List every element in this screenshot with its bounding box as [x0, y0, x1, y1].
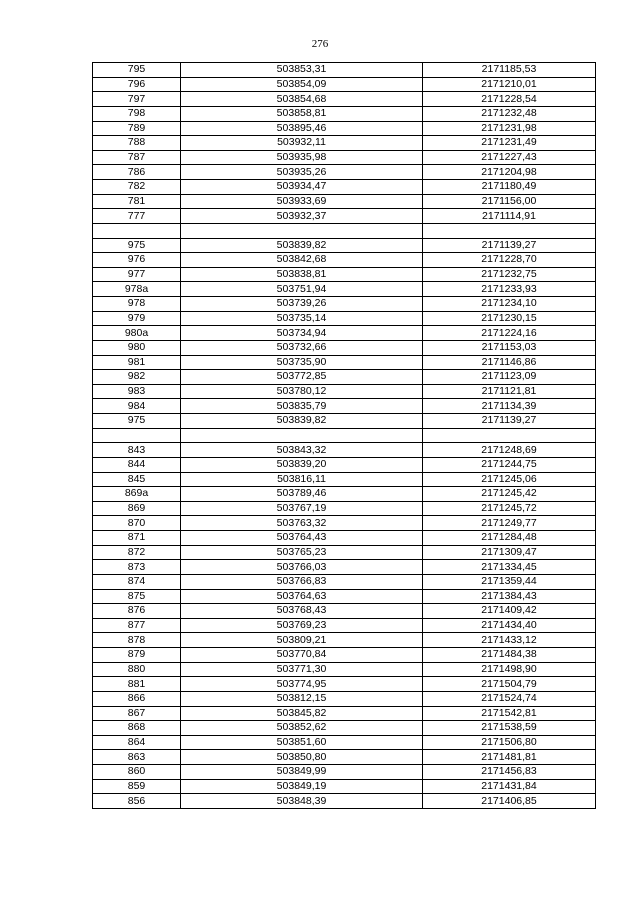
table-row	[93, 677, 596, 692]
y-coordinate-cell: 2171231,49	[423, 136, 596, 151]
x-coordinate-cell: 503854,68	[181, 92, 423, 107]
x-coordinate-cell: 503768,43	[181, 604, 423, 619]
x-coordinate-cell: 503816,11	[181, 472, 423, 487]
y-coordinate-cell: 2171498,90	[423, 662, 596, 677]
x-coordinate-cell: 503934,47	[181, 180, 423, 195]
y-coordinate-cell: 2171434,40	[423, 618, 596, 633]
point-number-cell	[93, 428, 181, 443]
x-coordinate-cell: 503767,19	[181, 501, 423, 516]
table-row	[93, 794, 596, 809]
y-coordinate-cell: 2171224,16	[423, 326, 596, 341]
y-coordinate-cell: 2171409,42	[423, 604, 596, 619]
y-coordinate-cell: 2171245,06	[423, 472, 596, 487]
x-coordinate-cell: 503764,43	[181, 531, 423, 546]
y-coordinate-cell: 2171481,81	[423, 750, 596, 765]
y-coordinate-cell: 2171406,85	[423, 794, 596, 809]
y-coordinate-cell: 2171384,43	[423, 589, 596, 604]
x-coordinate-cell: 503848,39	[181, 794, 423, 809]
x-coordinate-cell: 503772,85	[181, 370, 423, 385]
x-coordinate-cell: 503766,03	[181, 560, 423, 575]
table-row	[93, 779, 596, 794]
x-coordinate-cell: 503763,32	[181, 516, 423, 531]
point-number-cell: 978a	[93, 282, 181, 297]
x-coordinate-cell: 503835,79	[181, 399, 423, 414]
x-coordinate-cell: 503765,23	[181, 545, 423, 560]
table-row	[93, 428, 596, 443]
point-number-cell: 788	[93, 136, 181, 151]
point-number-cell: 867	[93, 706, 181, 721]
x-coordinate-cell: 503850,80	[181, 750, 423, 765]
y-coordinate-cell: 2171228,54	[423, 92, 596, 107]
table-row	[93, 150, 596, 165]
table-row	[93, 297, 596, 312]
y-coordinate-cell	[423, 223, 596, 238]
table-row	[93, 384, 596, 399]
y-coordinate-cell: 2171249,77	[423, 516, 596, 531]
point-number-cell: 786	[93, 165, 181, 180]
point-number-cell: 874	[93, 574, 181, 589]
y-coordinate-cell: 2171433,12	[423, 633, 596, 648]
x-coordinate-cell: 503734,94	[181, 326, 423, 341]
point-number-cell: 984	[93, 399, 181, 414]
x-coordinate-cell: 503764,63	[181, 589, 423, 604]
table-row	[93, 735, 596, 750]
point-number-cell: 789	[93, 121, 181, 136]
point-number-cell: 977	[93, 267, 181, 282]
x-coordinate-cell: 503789,46	[181, 487, 423, 502]
table-row	[93, 355, 596, 370]
point-number-cell: 781	[93, 194, 181, 209]
table-row	[93, 180, 596, 195]
x-coordinate-cell: 503839,82	[181, 414, 423, 429]
x-coordinate-cell: 503769,23	[181, 618, 423, 633]
point-number-cell: 878	[93, 633, 181, 648]
x-coordinate-cell: 503842,68	[181, 253, 423, 268]
table-row	[93, 765, 596, 780]
x-coordinate-cell: 503739,26	[181, 297, 423, 312]
x-coordinate-cell: 503895,46	[181, 121, 423, 136]
point-number-cell: 866	[93, 691, 181, 706]
point-number-cell: 870	[93, 516, 181, 531]
point-number-cell: 777	[93, 209, 181, 224]
x-coordinate-cell: 503780,12	[181, 384, 423, 399]
point-number-cell: 873	[93, 560, 181, 575]
y-coordinate-cell: 2171233,93	[423, 282, 596, 297]
point-number-cell: 875	[93, 589, 181, 604]
point-number-cell: 879	[93, 648, 181, 663]
x-coordinate-cell: 503858,81	[181, 106, 423, 121]
point-number-cell: 981	[93, 355, 181, 370]
x-coordinate-cell: 503851,60	[181, 735, 423, 750]
y-coordinate-cell: 2171248,69	[423, 443, 596, 458]
point-number-cell: 980	[93, 340, 181, 355]
x-coordinate-cell: 503732,66	[181, 340, 423, 355]
table-row	[93, 223, 596, 238]
point-number-cell: 795	[93, 63, 181, 78]
table-row	[93, 399, 596, 414]
x-coordinate-cell: 503935,26	[181, 165, 423, 180]
point-number-cell: 864	[93, 735, 181, 750]
point-number-cell: 983	[93, 384, 181, 399]
point-number-cell: 869a	[93, 487, 181, 502]
table-row	[93, 545, 596, 560]
x-coordinate-cell: 503843,32	[181, 443, 423, 458]
y-coordinate-cell: 2171123,09	[423, 370, 596, 385]
table-row	[93, 574, 596, 589]
y-coordinate-cell: 2171431,84	[423, 779, 596, 794]
y-coordinate-cell: 2171334,45	[423, 560, 596, 575]
table-row	[93, 472, 596, 487]
table-row	[93, 194, 596, 209]
y-coordinate-cell: 2171234,10	[423, 297, 596, 312]
point-number-cell: 978	[93, 297, 181, 312]
table-row	[93, 721, 596, 736]
page-number: 276	[311, 38, 329, 50]
point-number-cell	[93, 223, 181, 238]
y-coordinate-cell: 2171231,98	[423, 121, 596, 136]
x-coordinate-cell: 503809,21	[181, 633, 423, 648]
point-number-cell: 856	[93, 794, 181, 809]
table-row	[93, 370, 596, 385]
x-coordinate-cell: 503812,15	[181, 691, 423, 706]
point-number-cell: 844	[93, 457, 181, 472]
table-row	[93, 691, 596, 706]
table-row	[93, 531, 596, 546]
y-coordinate-cell: 2171204,98	[423, 165, 596, 180]
table-row	[93, 618, 596, 633]
table-row	[93, 92, 596, 107]
point-number-cell: 880	[93, 662, 181, 677]
table-row	[93, 165, 596, 180]
x-coordinate-cell: 503735,14	[181, 311, 423, 326]
x-coordinate-cell: 503935,98	[181, 150, 423, 165]
table-row	[93, 414, 596, 429]
x-coordinate-cell: 503932,11	[181, 136, 423, 151]
point-number-cell: 982	[93, 370, 181, 385]
x-coordinate-cell: 503849,19	[181, 779, 423, 794]
y-coordinate-cell: 2171245,72	[423, 501, 596, 516]
x-coordinate-cell: 503852,62	[181, 721, 423, 736]
y-coordinate-cell: 2171230,15	[423, 311, 596, 326]
table-row	[93, 209, 596, 224]
x-coordinate-cell: 503771,30	[181, 662, 423, 677]
table-row	[93, 63, 596, 78]
table-row	[93, 340, 596, 355]
table-row	[93, 560, 596, 575]
x-coordinate-cell: 503853,31	[181, 63, 423, 78]
table-row	[93, 326, 596, 341]
table-row	[93, 487, 596, 502]
table-row	[93, 662, 596, 677]
x-coordinate-cell: 503766,83	[181, 574, 423, 589]
y-coordinate-cell: 2171180,49	[423, 180, 596, 195]
y-coordinate-cell: 2171456,83	[423, 765, 596, 780]
table-row	[93, 706, 596, 721]
y-coordinate-cell: 2171232,48	[423, 106, 596, 121]
table-row	[93, 589, 596, 604]
y-coordinate-cell: 2171284,48	[423, 531, 596, 546]
point-number-cell: 976	[93, 253, 181, 268]
point-number-cell: 980a	[93, 326, 181, 341]
y-coordinate-cell: 2171134,39	[423, 399, 596, 414]
coordinates-table-body	[93, 63, 596, 809]
y-coordinate-cell: 2171153,03	[423, 340, 596, 355]
point-number-cell: 979	[93, 311, 181, 326]
point-number-cell: 845	[93, 472, 181, 487]
point-number-cell: 975	[93, 238, 181, 253]
point-number-cell: 868	[93, 721, 181, 736]
y-coordinate-cell: 2171484,38	[423, 648, 596, 663]
table-row	[93, 750, 596, 765]
y-coordinate-cell: 2171542,81	[423, 706, 596, 721]
point-number-cell: 860	[93, 765, 181, 780]
x-coordinate-cell: 503839,82	[181, 238, 423, 253]
point-number-cell: 797	[93, 92, 181, 107]
table-row	[93, 501, 596, 516]
point-number-cell: 787	[93, 150, 181, 165]
x-coordinate-cell: 503849,99	[181, 765, 423, 780]
point-number-cell: 871	[93, 531, 181, 546]
y-coordinate-cell: 2171156,00	[423, 194, 596, 209]
point-number-cell: 863	[93, 750, 181, 765]
point-number-cell: 869	[93, 501, 181, 516]
x-coordinate-cell: 503845,82	[181, 706, 423, 721]
y-coordinate-cell: 2171185,53	[423, 63, 596, 78]
y-coordinate-cell: 2171244,75	[423, 457, 596, 472]
table-row	[93, 443, 596, 458]
y-coordinate-cell: 2171538,59	[423, 721, 596, 736]
y-coordinate-cell: 2171309,47	[423, 545, 596, 560]
y-coordinate-cell	[423, 428, 596, 443]
x-coordinate-cell: 503774,95	[181, 677, 423, 692]
table-row	[93, 516, 596, 531]
x-coordinate-cell	[181, 223, 423, 238]
table-row	[93, 282, 596, 297]
point-number-cell: 881	[93, 677, 181, 692]
x-coordinate-cell: 503932,37	[181, 209, 423, 224]
point-number-cell: 872	[93, 545, 181, 560]
table-row	[93, 633, 596, 648]
table-row	[93, 106, 596, 121]
x-coordinate-cell: 503838,81	[181, 267, 423, 282]
table-row	[93, 121, 596, 136]
point-number-cell: 859	[93, 779, 181, 794]
table-row	[93, 604, 596, 619]
table-row	[93, 457, 596, 472]
x-coordinate-cell: 503839,20	[181, 457, 423, 472]
table-row	[93, 311, 596, 326]
y-coordinate-cell: 2171146,86	[423, 355, 596, 370]
y-coordinate-cell: 2171504,79	[423, 677, 596, 692]
y-coordinate-cell: 2171232,75	[423, 267, 596, 282]
table-row	[93, 267, 596, 282]
table-row	[93, 77, 596, 92]
table-row	[93, 648, 596, 663]
point-number-cell: 798	[93, 106, 181, 121]
y-coordinate-cell: 2171245,42	[423, 487, 596, 502]
point-number-cell: 782	[93, 180, 181, 195]
y-coordinate-cell: 2171227,43	[423, 150, 596, 165]
x-coordinate-cell: 503770,84	[181, 648, 423, 663]
coordinates-table	[92, 62, 596, 809]
x-coordinate-cell	[181, 428, 423, 443]
x-coordinate-cell: 503854,09	[181, 77, 423, 92]
y-coordinate-cell: 2171210,01	[423, 77, 596, 92]
point-number-cell: 876	[93, 604, 181, 619]
y-coordinate-cell: 2171524,74	[423, 691, 596, 706]
y-coordinate-cell: 2171114,91	[423, 209, 596, 224]
table-row	[93, 136, 596, 151]
point-number-cell: 843	[93, 443, 181, 458]
y-coordinate-cell: 2171506,80	[423, 735, 596, 750]
x-coordinate-cell: 503735,90	[181, 355, 423, 370]
table-row	[93, 253, 596, 268]
y-coordinate-cell: 2171139,27	[423, 238, 596, 253]
x-coordinate-cell: 503751,94	[181, 282, 423, 297]
y-coordinate-cell: 2171121,81	[423, 384, 596, 399]
y-coordinate-cell: 2171139,27	[423, 414, 596, 429]
y-coordinate-cell: 2171359,44	[423, 574, 596, 589]
table-row	[93, 238, 596, 253]
point-number-cell: 877	[93, 618, 181, 633]
point-number-cell: 796	[93, 77, 181, 92]
x-coordinate-cell: 503933,69	[181, 194, 423, 209]
y-coordinate-cell: 2171228,70	[423, 253, 596, 268]
point-number-cell: 975	[93, 414, 181, 429]
